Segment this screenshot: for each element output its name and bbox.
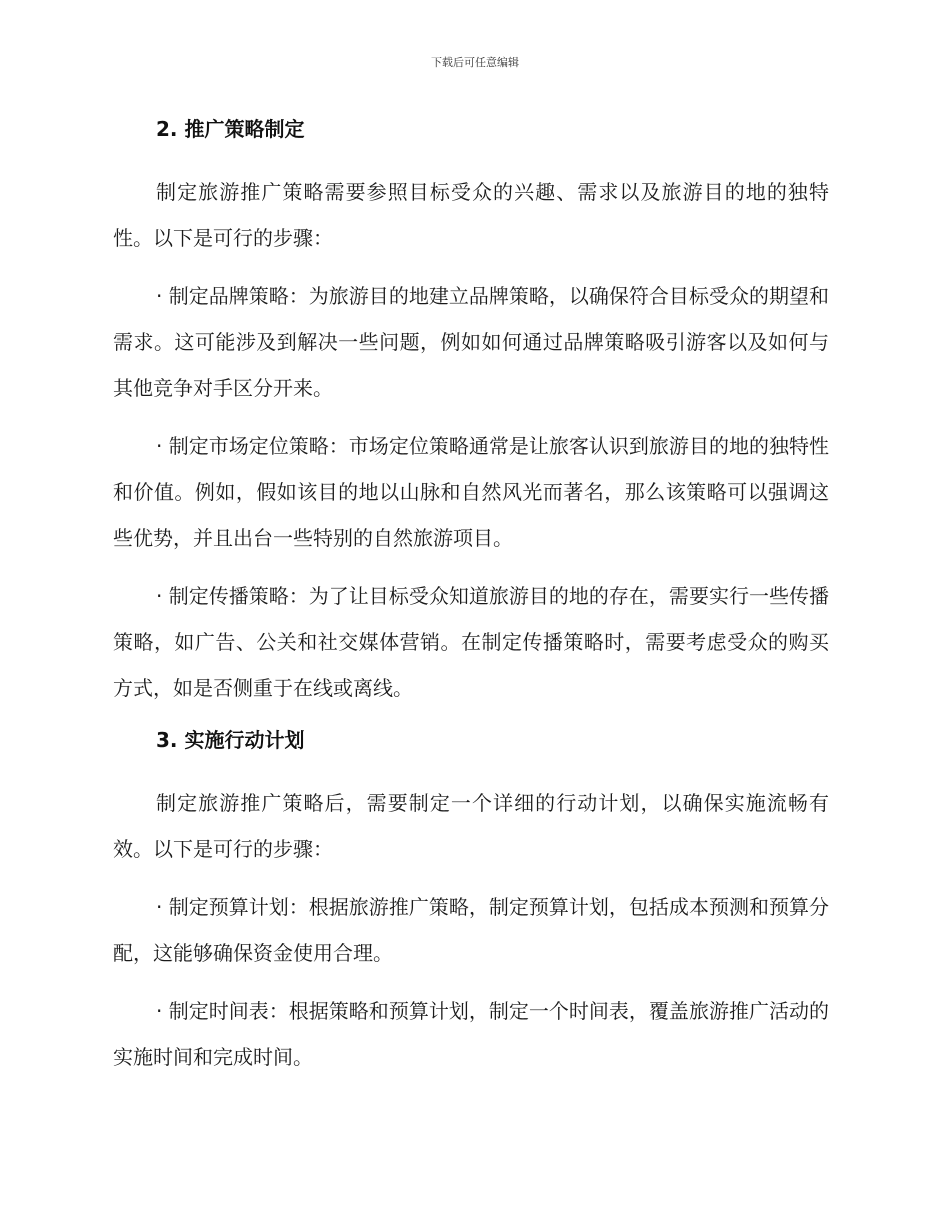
section-heading-action: 3. 实施行动计划: [156, 728, 305, 752]
list-item-schedule: · 制定时间表：根据策略和预算计划，制定一个时间表，覆盖旅游推广活动的实施时间和完成时间。: [113, 999, 829, 1069]
list-item-brand-strategy: · 制定品牌策略：为旅游目的地建立品牌策略，以确保符合目标受众的期望和需求。这可能涉及到解决一些问题，例如如何通过品牌策略吸引游客以及如何与其他竞争对手区分开来。: [113, 284, 829, 400]
section-heading-promotion: 2. 推广策略制定: [156, 117, 305, 141]
list-item-communication-strategy: · 制定传播策略：为了让目标受众知道旅游目的地的存在，需要实行一些传播策略，如广告、公关和社交媒体营销。在制定传播策略时，需要考虑受众的购买方式，如是否侧重于在线或离线。: [113, 584, 829, 700]
list-item-market-positioning: · 制定市场定位策略：市场定位策略通常是让旅客认识到旅游目的地的独特性和价值。例如，假如该目的地以山脉和自然风光而著名，那么该策略可以强调这些优势，并且出台一些特别的自然旅游项目。: [113, 434, 829, 550]
header-note: 下载后可任意编辑: [431, 56, 519, 69]
paragraph-action-intro: 制定旅游推广策略后，需要制定一个详细的行动计划，以确保实施流畅有效。以下是可行的步骤：: [113, 791, 829, 861]
list-item-budget-plan: · 制定预算计划：根据旅游推广策略，制定预算计划，包括成本预测和预算分配，这能够确保资金使用合理。: [113, 895, 829, 965]
document-body: [113, 112, 829, 1080]
paragraph-promotion-intro: 制定旅游推广策略需要参照目标受众的兴趣、需求以及旅游目的地的独特性。以下是可行的步骤：: [113, 180, 829, 250]
